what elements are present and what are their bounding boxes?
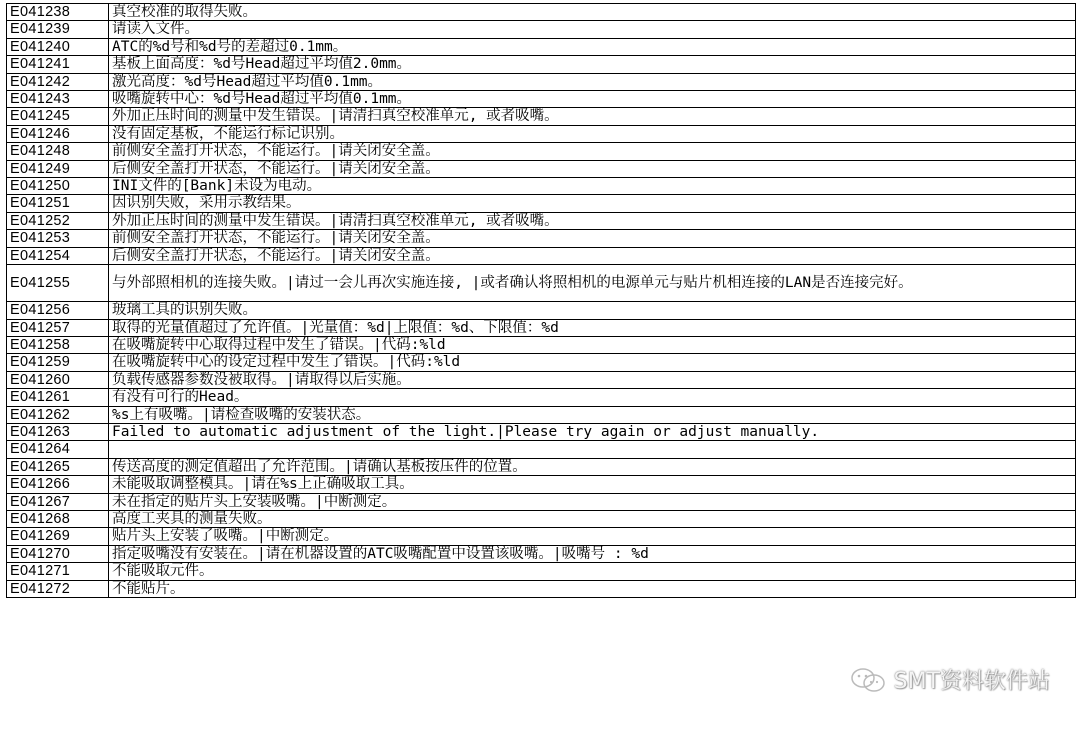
error-code-table [6, 3, 1076, 598]
error-code-cell: E041268 [7, 510, 109, 527]
table-row [7, 319, 1076, 336]
table-row [7, 125, 1076, 142]
error-message-cell: 未能吸取调整模具。|请在%s上正确吸取工具。 [109, 476, 1076, 493]
table-row [7, 441, 1076, 458]
table-row [7, 247, 1076, 264]
table-row [7, 406, 1076, 423]
table-row [7, 178, 1076, 195]
table-row [7, 108, 1076, 125]
error-code-cell: E041254 [7, 247, 109, 264]
table-row [7, 371, 1076, 388]
error-code-cell: E041265 [7, 458, 109, 475]
error-code-cell: E041264 [7, 441, 109, 458]
table-row [7, 458, 1076, 475]
error-code-cell: E041266 [7, 476, 109, 493]
table-row [7, 563, 1076, 580]
error-message-cell: 指定吸嘴没有安装在。|请在机器设置的ATC吸嘴配置中设置该吸嘴。|吸嘴号 : %d [109, 545, 1076, 562]
error-message-cell: 在吸嘴旋转中心取得过程中发生了错误。|代码:%ld [109, 336, 1076, 353]
error-message-cell: 真空校准的取得失败。 [109, 4, 1076, 21]
error-message-cell: 后侧安全盖打开状态，不能运行。|请关闭安全盖。 [109, 160, 1076, 177]
error-code-cell: E041261 [7, 389, 109, 406]
error-code-cell: E041242 [7, 73, 109, 90]
error-message-cell: ATC的%d号和%d号的差超过0.1mm。 [109, 38, 1076, 55]
error-code-cell: E041270 [7, 545, 109, 562]
error-message-cell: 高度工夹具的测量失败。 [109, 510, 1076, 527]
error-message-cell: 与外部照相机的连接失败。|请过一会儿再次实施连接, |或者确认将照相机的电源单元与贴片机相连接的LAN是否连接完好。 [109, 265, 1076, 302]
table-row [7, 4, 1076, 21]
error-code-cell: E041269 [7, 528, 109, 545]
error-code-cell: E041260 [7, 371, 109, 388]
error-message-cell: 负载传感器参数没被取得。|请取得以后实施。 [109, 371, 1076, 388]
error-code-cell: E041258 [7, 336, 109, 353]
error-code-cell: E041256 [7, 302, 109, 319]
error-message-cell: 有没有可行的Head。 [109, 389, 1076, 406]
error-message-cell: 贴片头上安装了吸嘴。|中断测定。 [109, 528, 1076, 545]
error-message-cell: 未在指定的贴片头上安装吸嘴。|中断测定。 [109, 493, 1076, 510]
error-code-cell: E041263 [7, 423, 109, 440]
error-code-cell: E041272 [7, 580, 109, 597]
table-row [7, 73, 1076, 90]
error-message-cell: INI文件的[Bank]未设为电动。 [109, 178, 1076, 195]
watermark [850, 664, 1050, 695]
table-row [7, 423, 1076, 440]
error-code-cell: E041249 [7, 160, 109, 177]
error-code-cell: E041245 [7, 108, 109, 125]
table-row [7, 354, 1076, 371]
error-message-cell: %s上有吸嘴。|请检查吸嘴的安装状态。 [109, 406, 1076, 423]
table-row [7, 580, 1076, 597]
table-row [7, 336, 1076, 353]
error-code-cell: E041246 [7, 125, 109, 142]
table-row [7, 91, 1076, 108]
table-row [7, 528, 1076, 545]
error-message-cell: 后侧安全盖打开状态，不能运行。|请关闭安全盖。 [109, 247, 1076, 264]
error-code-cell: E041255 [7, 265, 109, 302]
table-row [7, 143, 1076, 160]
error-message-cell: 取得的光量值超过了允许值。|光量值：%d|上限值：%d、下限值：%d [109, 319, 1076, 336]
error-message-cell: 前侧安全盖打开状态，不能运行。|请关闭安全盖。 [109, 230, 1076, 247]
table-row [7, 389, 1076, 406]
table-row [7, 160, 1076, 177]
error-code-cell: E041259 [7, 354, 109, 371]
error-message-cell: 传送高度的测定值超出了允许范围。|请确认基板按压件的位置。 [109, 458, 1076, 475]
error-message-cell: 激光高度：%d号Head超过平均值0.1mm。 [109, 73, 1076, 90]
error-code-cell: E041243 [7, 91, 109, 108]
error-message-cell: 请读入文件。 [109, 21, 1076, 38]
error-code-cell: E041251 [7, 195, 109, 212]
error-message-cell: 外加正压时间的测量中发生错误。|请清扫真空校准单元, 或者吸嘴。 [109, 108, 1076, 125]
error-message-cell: 在吸嘴旋转中心的设定过程中发生了错误。|代码:%ld [109, 354, 1076, 371]
error-code-cell: E041262 [7, 406, 109, 423]
error-code-cell: E041241 [7, 56, 109, 73]
error-message-cell: 因识别失败，采用示教结果。 [109, 195, 1076, 212]
table-row [7, 545, 1076, 562]
table-row [7, 21, 1076, 38]
error-message-cell: Failed to automatic adjustment of the light.|Please try again or adjust manually. [109, 423, 1076, 440]
table-row [7, 265, 1076, 302]
table-row [7, 302, 1076, 319]
error-message-cell: 不能贴片。 [109, 580, 1076, 597]
error-code-cell: E041253 [7, 230, 109, 247]
error-message-cell: 玻璃工具的识别失败。 [109, 302, 1076, 319]
error-message-cell: 基板上面高度：%d号Head超过平均值2.0mm。 [109, 56, 1076, 73]
error-message-cell: 不能吸取元件。 [109, 563, 1076, 580]
error-code-cell: E041257 [7, 319, 109, 336]
table-row [7, 230, 1076, 247]
error-code-cell: E041267 [7, 493, 109, 510]
error-message-cell: 前侧安全盖打开状态，不能运行。|请关闭安全盖。 [109, 143, 1076, 160]
table-row [7, 56, 1076, 73]
error-message-cell: 外加正压时间的测量中发生错误。|请清扫真空校准单元, 或者吸嘴。 [109, 212, 1076, 229]
table-row [7, 476, 1076, 493]
wechat-icon [850, 666, 886, 694]
error-code-cell: E041240 [7, 38, 109, 55]
error-code-table-container [6, 3, 1076, 598]
error-code-cell: E041252 [7, 212, 109, 229]
error-code-cell: E041248 [7, 143, 109, 160]
error-code-cell: E041250 [7, 178, 109, 195]
error-message-cell: 吸嘴旋转中心：%d号Head超过平均值0.1mm。 [109, 91, 1076, 108]
table-row [7, 38, 1076, 55]
error-code-cell: E041271 [7, 563, 109, 580]
table-row [7, 493, 1076, 510]
error-message-cell: 没有固定基板，不能运行标记识别。 [109, 125, 1076, 142]
error-message-cell [109, 441, 1076, 458]
watermark-text: SMT资料软件站 [893, 669, 1050, 694]
table-row [7, 212, 1076, 229]
error-code-cell: E041238 [7, 4, 109, 21]
table-row [7, 195, 1076, 212]
error-code-cell: E041239 [7, 21, 109, 38]
table-row [7, 510, 1076, 527]
